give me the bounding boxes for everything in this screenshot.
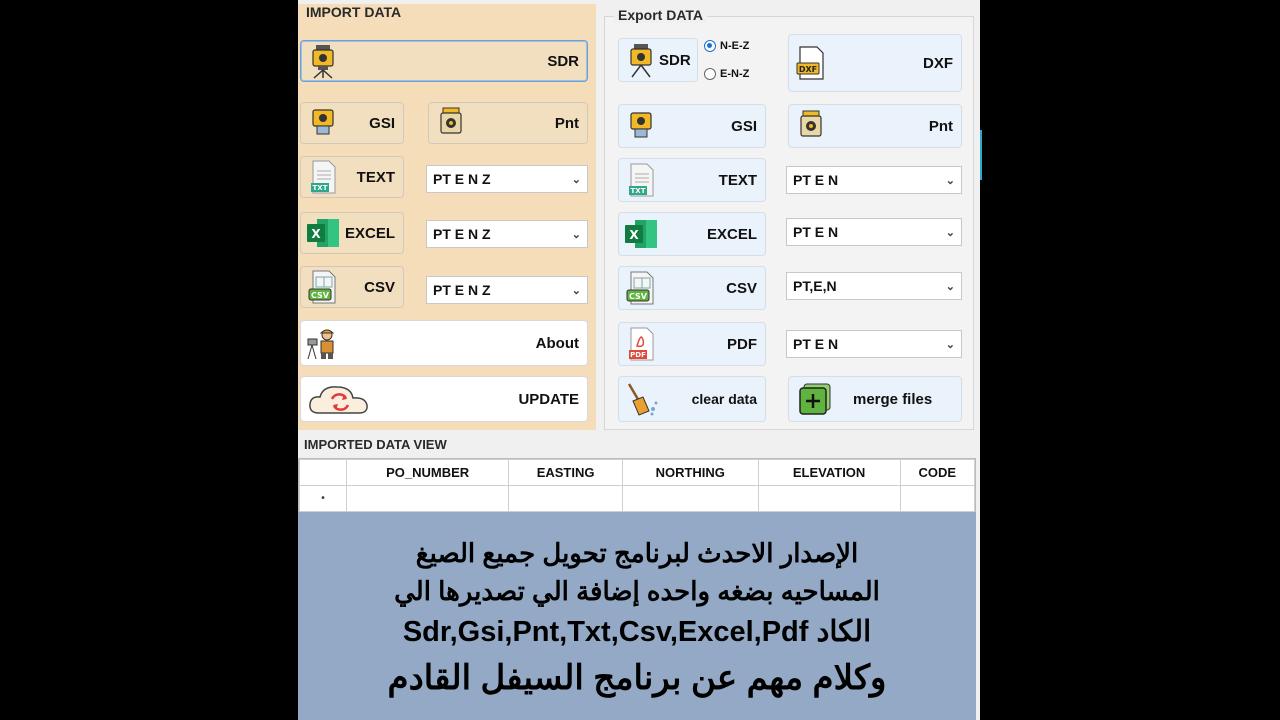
import-excel-button[interactable] (300, 212, 404, 254)
column-header[interactable]: EASTING (509, 460, 623, 486)
export-csv-button[interactable] (618, 266, 766, 310)
column-header[interactable]: CODE (900, 460, 975, 486)
import-text-format-select[interactable] (426, 165, 588, 193)
chevron-down-icon: ⌄ (945, 226, 955, 239)
total-station-icon (793, 108, 829, 144)
export-dxf-label: DXF (923, 54, 953, 72)
svg-text:CSV: CSV (311, 291, 329, 300)
export-text-format-value: PT E N (793, 172, 839, 188)
row-header-corner (300, 460, 347, 486)
clear-data-button[interactable] (618, 376, 766, 422)
caption-line-3: الكاد Sdr,Gsi,Pnt,Txt,Csv,Excel,Pdf (402, 616, 872, 648)
txt-file-icon (305, 159, 341, 195)
merge-files-button[interactable] (788, 376, 962, 422)
grid-header-row (300, 460, 975, 486)
surveyor-icon (305, 325, 341, 361)
export-gsi-button[interactable] (618, 104, 766, 148)
export-pdf-label: PDF (727, 335, 757, 353)
radio-nez-label: N-E-Z (720, 40, 750, 52)
import-excel-format-value: PT E N Z (433, 226, 491, 242)
csv-file-icon (305, 269, 341, 305)
export-sdr-button[interactable] (618, 38, 698, 82)
add-square-icon (797, 381, 833, 417)
radio-enz-label: E-N-Z (720, 68, 750, 80)
caption-line-4: وكلام مهم عن برنامج السيفل القادم (387, 659, 887, 697)
svg-text:CSV: CSV (629, 292, 647, 301)
column-header[interactable]: NORTHING (622, 460, 758, 486)
export-excel-format-value: PT E N (793, 224, 839, 240)
about-label: About (535, 334, 579, 352)
svg-text:TXT: TXT (312, 184, 328, 192)
column-header[interactable]: PO_NUMBER (347, 460, 509, 486)
export-sdr-label: SDR (659, 51, 691, 69)
import-sdr-button[interactable] (300, 40, 588, 82)
grid-cell[interactable] (509, 486, 623, 512)
export-dxf-button[interactable] (788, 34, 962, 92)
import-csv-button[interactable] (300, 266, 404, 308)
import-csv-format-value: PT E N Z (433, 282, 491, 298)
total-station-icon (623, 108, 659, 144)
chevron-down-icon: ⌄ (571, 284, 581, 297)
total-station-icon (433, 105, 469, 141)
cloud-refresh-icon (305, 381, 375, 417)
about-button[interactable] (300, 320, 588, 366)
imported-data-grid[interactable] (298, 458, 976, 512)
import-title: IMPORT DATA (306, 4, 402, 20)
grid-cell[interactable] (900, 486, 975, 512)
import-gsi-label: GSI (369, 114, 395, 132)
radio-nez-option[interactable] (704, 40, 749, 52)
imported-data-view-title: IMPORTED DATA VIEW (304, 437, 447, 452)
dxf-file-icon (793, 45, 829, 81)
svg-text:X: X (629, 228, 639, 242)
total-station-icon (623, 42, 659, 78)
svg-text:X: X (311, 227, 321, 241)
import-text-button[interactable] (300, 156, 404, 198)
export-text-format-select[interactable] (786, 166, 962, 194)
table-row (300, 486, 975, 512)
import-text-label: TEXT (356, 168, 395, 186)
caption-line-1: الإصدار الاحدث لبرنامج تحويل جميع الصيغ (415, 538, 859, 568)
total-station-icon (305, 43, 341, 79)
caption-overlay (298, 512, 976, 720)
csv-file-icon (623, 270, 659, 306)
export-pnt-button[interactable] (788, 104, 962, 148)
export-excel-button[interactable] (618, 212, 766, 256)
export-title: Export DATA (614, 7, 707, 23)
chevron-down-icon: ⌄ (945, 280, 955, 293)
export-pdf-format-value: PT E N (793, 336, 839, 352)
import-csv-label: CSV (364, 278, 395, 296)
column-header[interactable]: ELEVATION (758, 460, 900, 486)
grid-cell[interactable] (758, 486, 900, 512)
txt-file-icon (623, 162, 659, 198)
broom-icon (623, 381, 659, 417)
total-station-icon (305, 105, 341, 141)
app-window (298, 0, 980, 720)
export-text-label: TEXT (718, 171, 757, 189)
window-edge-accent (980, 130, 982, 180)
update-button[interactable] (300, 376, 588, 422)
import-excel-label: EXCEL (344, 224, 395, 242)
svg-text:DXF: DXF (798, 65, 818, 74)
import-text-format-value: PT E N Z (433, 171, 491, 187)
svg-text:PDF: PDF (630, 351, 646, 359)
caption-line-2: المساحيه بضغه واحده إضافة الي تصديرها الي (394, 576, 880, 606)
clear-data-label: clear data (691, 391, 757, 407)
update-label: UPDATE (518, 390, 579, 408)
excel-icon (623, 216, 659, 252)
import-pnt-button[interactable] (428, 102, 588, 144)
export-csv-format-value: PT,E,N (793, 278, 837, 294)
chevron-down-icon: ⌄ (945, 338, 955, 351)
export-excel-label: EXCEL (706, 225, 757, 243)
export-excel-format-select[interactable] (786, 218, 962, 246)
merge-files-label: merge files (853, 390, 933, 408)
radio-enz-option[interactable] (704, 68, 749, 80)
export-pnt-label: Pnt (928, 117, 953, 135)
grid-cell[interactable] (347, 486, 509, 512)
pdf-file-icon (623, 326, 659, 362)
import-pnt-label: Pnt (554, 114, 579, 132)
export-pdf-format-select[interactable] (786, 330, 962, 358)
export-gsi-label: GSI (731, 117, 757, 135)
import-sdr-label: SDR (547, 52, 579, 70)
new-row-marker[interactable]: • (300, 486, 347, 512)
chevron-down-icon: ⌄ (571, 173, 581, 186)
chevron-down-icon: ⌄ (571, 228, 581, 241)
import-excel-format-select[interactable] (426, 220, 588, 248)
chevron-down-icon: ⌄ (945, 174, 955, 187)
radio-enz[interactable] (704, 68, 716, 80)
excel-icon (305, 215, 341, 251)
radio-nez[interactable] (704, 40, 716, 52)
grid-cell[interactable] (622, 486, 758, 512)
svg-text:TXT: TXT (630, 187, 646, 195)
export-pdf-button[interactable] (618, 322, 766, 366)
export-text-button[interactable] (618, 158, 766, 202)
export-csv-label: CSV (726, 279, 757, 297)
export-csv-format-select[interactable] (786, 272, 962, 300)
import-csv-format-select[interactable] (426, 276, 588, 304)
import-gsi-button[interactable] (300, 102, 404, 144)
